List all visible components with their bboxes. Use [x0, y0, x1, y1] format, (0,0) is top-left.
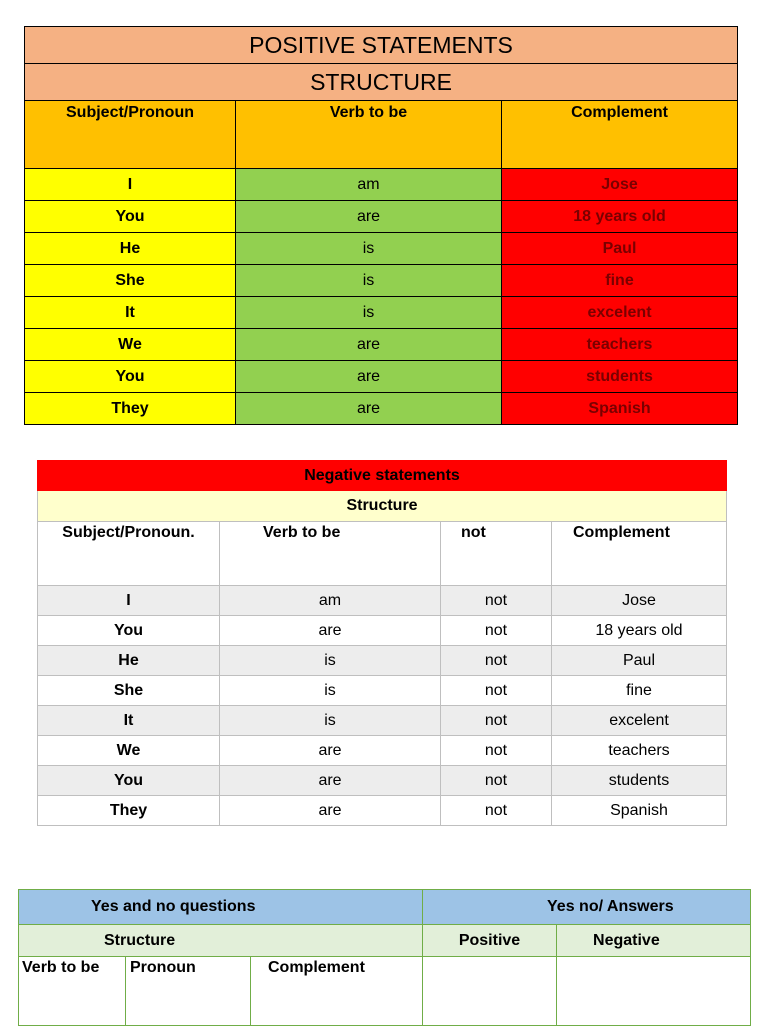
negative-header-not: not: [441, 522, 552, 586]
subject-cell: I: [38, 586, 220, 616]
complement-cell: students: [502, 361, 738, 393]
subject-cell: You: [25, 201, 236, 233]
verb-cell: are: [220, 736, 441, 766]
positive-header-complement: Complement: [502, 101, 738, 169]
verb-cell: is: [236, 265, 502, 297]
subject-cell: He: [38, 646, 220, 676]
table-row: [25, 297, 738, 329]
answers-positive: Positive: [423, 925, 557, 957]
subject-cell: She: [25, 265, 236, 297]
subject-cell: She: [38, 676, 220, 706]
answers-negative: Negative: [557, 925, 751, 957]
table-row: [38, 796, 727, 826]
verb-cell: is: [236, 297, 502, 329]
complement-cell: Paul: [552, 646, 727, 676]
table-row: [38, 736, 727, 766]
verb-cell: is: [220, 646, 441, 676]
verb-cell: are: [220, 616, 441, 646]
table-row: [25, 361, 738, 393]
verb-cell: are: [220, 796, 441, 826]
complement-cell: Jose: [502, 169, 738, 201]
table-row: [25, 233, 738, 265]
subject-cell: We: [38, 736, 220, 766]
complement-cell: teachers: [552, 736, 727, 766]
table-row: [38, 706, 727, 736]
complement-cell: Paul: [502, 233, 738, 265]
complement-cell: 18 years old: [502, 201, 738, 233]
positive-subtitle: STRUCTURE: [25, 64, 738, 101]
table-row: [38, 676, 727, 706]
subject-cell: We: [25, 329, 236, 361]
verb-cell: is: [236, 233, 502, 265]
subject-cell: They: [38, 796, 220, 826]
subject-cell: You: [25, 361, 236, 393]
complement-cell: Jose: [552, 586, 727, 616]
not-cell: not: [441, 616, 552, 646]
verb-cell: are: [236, 201, 502, 233]
not-cell: not: [441, 766, 552, 796]
questions-header-complement: Complement: [251, 957, 423, 1026]
not-cell: not: [441, 586, 552, 616]
table-row: [25, 265, 738, 297]
negative-answer-cell: [557, 957, 751, 1026]
complement-cell: Spanish: [552, 796, 727, 826]
subject-cell: They: [25, 393, 236, 425]
questions-title: Yes and no questions: [19, 890, 423, 925]
table-row: [38, 616, 727, 646]
not-cell: not: [441, 706, 552, 736]
answers-title: Yes no/ Answers: [423, 890, 751, 925]
subject-cell: It: [25, 297, 236, 329]
complement-cell: excelent: [502, 297, 738, 329]
verb-cell: am: [236, 169, 502, 201]
complement-cell: teachers: [502, 329, 738, 361]
subject-cell: You: [38, 766, 220, 796]
questions-structure: Structure: [19, 925, 423, 957]
verb-cell: are: [236, 393, 502, 425]
not-cell: not: [441, 676, 552, 706]
verb-cell: am: [220, 586, 441, 616]
table-row: [38, 646, 727, 676]
table-row: [25, 329, 738, 361]
positive-answer-cell: [423, 957, 557, 1026]
positive-header-subject: Subject/Pronoun: [25, 101, 236, 169]
table-row: [25, 169, 738, 201]
negative-header-verb: Verb to be: [220, 522, 441, 586]
negative-statements-table: [37, 460, 727, 826]
table-row: [38, 586, 727, 616]
complement-cell: Spanish: [502, 393, 738, 425]
table-row: [38, 766, 727, 796]
complement-cell: 18 years old: [552, 616, 727, 646]
not-cell: not: [441, 796, 552, 826]
complement-cell: excelent: [552, 706, 727, 736]
verb-cell: are: [220, 766, 441, 796]
not-cell: not: [441, 646, 552, 676]
positive-title: POSITIVE STATEMENTS: [25, 27, 738, 64]
verb-cell: are: [236, 361, 502, 393]
complement-cell: students: [552, 766, 727, 796]
subject-cell: He: [25, 233, 236, 265]
subject-cell: I: [25, 169, 236, 201]
table-row: [25, 393, 738, 425]
negative-title: Negative statements: [38, 461, 727, 491]
positive-header-verb: Verb to be: [236, 101, 502, 169]
not-cell: not: [441, 736, 552, 766]
negative-header-subject: Subject/Pronoun.: [38, 522, 220, 586]
negative-header-complement: Complement: [552, 522, 727, 586]
verb-cell: is: [220, 706, 441, 736]
verb-cell: is: [220, 676, 441, 706]
complement-cell: fine: [502, 265, 738, 297]
subject-cell: It: [38, 706, 220, 736]
table-row: [25, 201, 738, 233]
yes-no-questions-table: [18, 889, 751, 1026]
subject-cell: You: [38, 616, 220, 646]
negative-subtitle: Structure: [38, 491, 727, 522]
verb-cell: are: [236, 329, 502, 361]
questions-header-verb: Verb to be: [19, 957, 126, 1026]
positive-statements-table: [24, 26, 738, 425]
complement-cell: fine: [552, 676, 727, 706]
questions-header-pronoun: Pronoun: [126, 957, 251, 1026]
